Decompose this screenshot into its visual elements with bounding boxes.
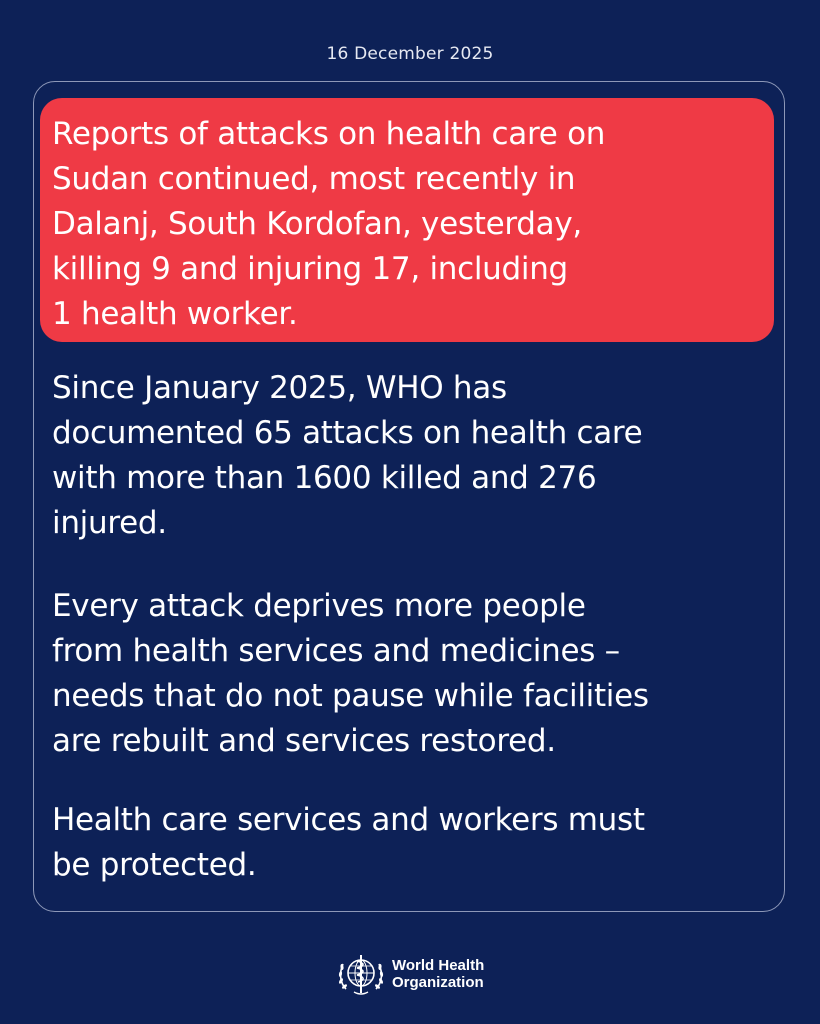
highlight-box <box>40 98 774 342</box>
highlight-line: Dalanj, South Kordofan, yesterday, <box>52 206 582 242</box>
paragraph-line: needs that do not pause while facilities <box>52 678 649 714</box>
who-logo <box>336 951 484 997</box>
highlight-line: killing 9 and injuring 17, including <box>52 251 568 287</box>
paragraph-line: are rebuilt and services restored. <box>52 723 556 759</box>
paragraph-line: be protected. <box>52 847 257 883</box>
paragraph-call-to-action <box>52 798 782 888</box>
highlight-line: 1 health worker. <box>52 296 298 332</box>
paragraph-line: documented 65 attacks on health care <box>52 415 643 451</box>
who-name-line1: World Health <box>392 957 485 974</box>
paragraph-line: from health services and medicines – <box>52 633 620 669</box>
paragraph-line: injured. <box>52 505 167 541</box>
who-name-line2: Organization <box>392 974 484 991</box>
who-wordmark <box>392 957 484 991</box>
paragraph-line: Health care services and workers must <box>52 802 645 838</box>
paragraph-line: with more than 1600 killed and 276 <box>52 460 597 496</box>
highlight-line: Sudan continued, most recently in <box>52 161 576 197</box>
post-date: 16 December 2025 <box>326 44 494 64</box>
paragraph-line: Since January 2025, WHO has <box>52 370 507 406</box>
highlight-line: Reports of attacks on health care on <box>52 116 606 152</box>
who-emblem-icon <box>336 951 386 997</box>
paragraph-line: Every attack deprives more people <box>52 588 586 624</box>
paragraph-impact <box>52 584 782 764</box>
paragraph-statistics <box>52 366 782 546</box>
